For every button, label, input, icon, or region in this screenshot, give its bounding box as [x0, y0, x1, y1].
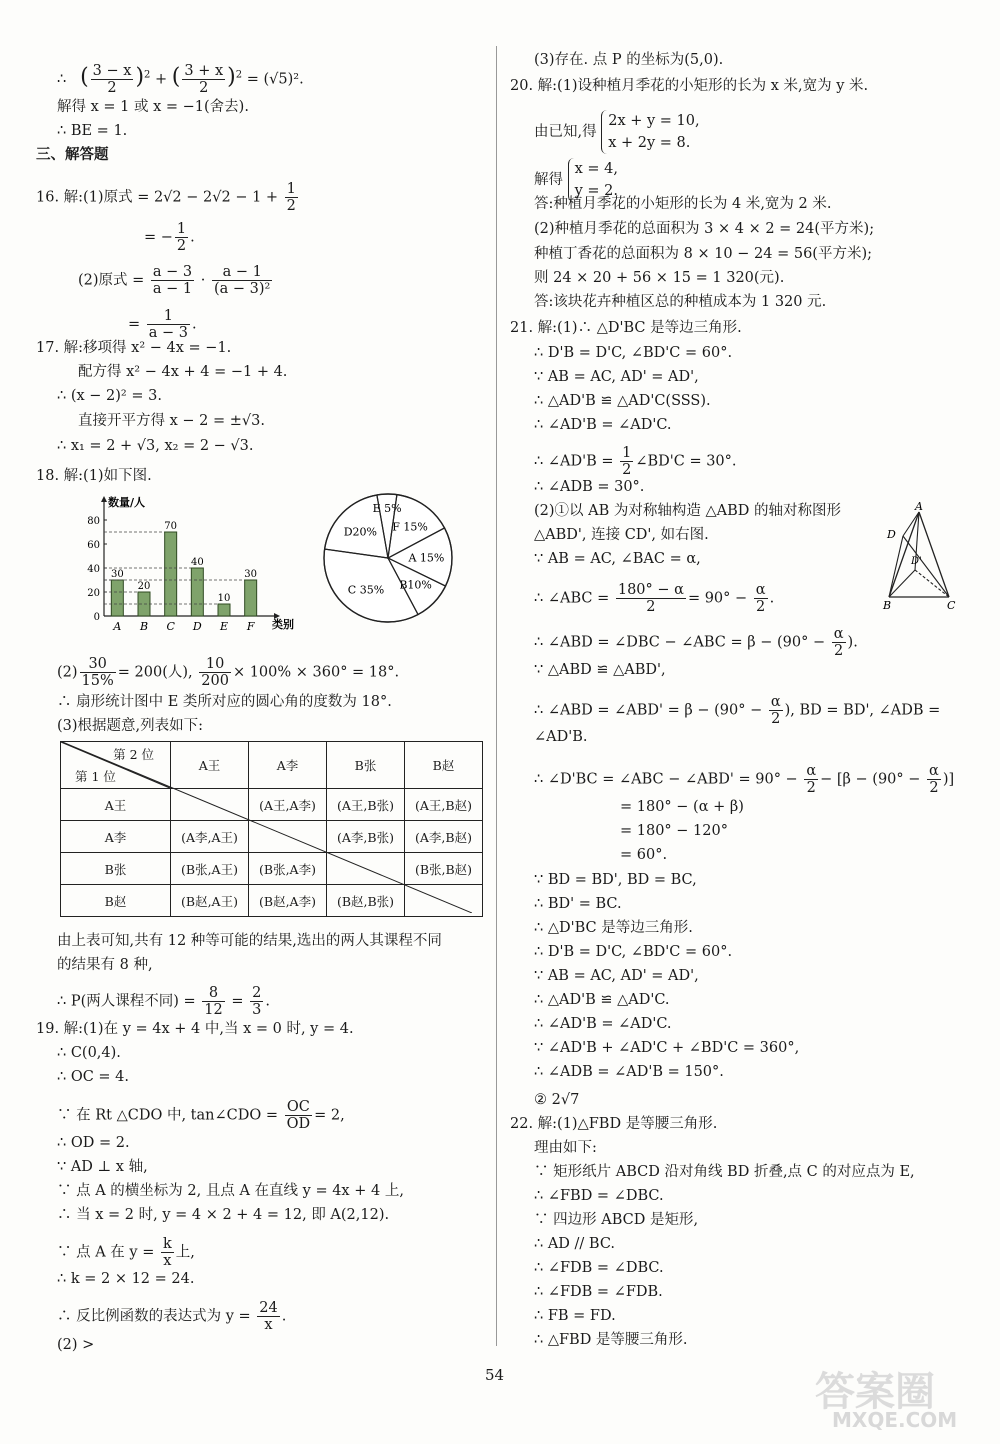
table-row-header: B张	[61, 853, 171, 885]
row-header-label: 第 1 位	[75, 769, 116, 784]
text-line: (2)①以 AB 为对称轴构造 △ABD 的轴对称图形	[534, 503, 842, 519]
text-line: 由上表可知,共有 12 种等可能的结果,选出的两人其课程不同	[57, 933, 442, 949]
label-a: A	[915, 500, 923, 513]
table-col-header: A王	[171, 742, 249, 789]
table-col-header: B张	[327, 742, 405, 789]
text-line: (3)根据题意,列表如下:	[57, 718, 204, 734]
text-line: 种植丁香花的总面积为 8 × 10 − 24 = 56(平方米);	[534, 246, 872, 262]
table-cell: (A李,A王)	[171, 821, 249, 853]
y-tick-label: 40	[87, 564, 100, 575]
tan-line: ∵ 在 Rt △CDO 中, tan∠CDO = $\frac{OC}{OD}$ = 2,	[57, 1099, 345, 1132]
eq-line-1: ∴ ( $\frac{3 - x}{2}$ )$^2$ + ( $\frac{3 + x}{2}$ )$^2$ = (√5)².	[57, 63, 304, 96]
text-line: ∴ x₁ = 2 + √3, x₂ = 2 − √3.	[57, 438, 254, 454]
y-axis-arrow	[101, 496, 107, 502]
table-cell: (A李,B张)	[327, 821, 405, 853]
bar-value-label: 20	[137, 581, 151, 592]
x-tick-label: D	[192, 620, 202, 633]
bar-chart	[78, 494, 298, 640]
text-line: ∴ △FBD 是等腰三角形.	[534, 1332, 688, 1348]
table-col-header: A李	[249, 742, 327, 789]
text-line: ∴ ∠ADB = 30°.	[534, 479, 645, 495]
bar	[165, 532, 177, 616]
x-axis-label: 类别	[272, 618, 294, 631]
bar-value-label: 10	[217, 593, 231, 604]
text-line: ∵ AB = AC, AD' = AD',	[534, 968, 699, 984]
expression-line: ∴ 反比例函数的表达式为 y = $\frac{24}{x}$ .	[57, 1300, 287, 1333]
table-cell: (A王,B赵)	[405, 789, 483, 821]
page-number: 54	[485, 1366, 505, 1384]
text-line: 21. 解:(1)∴ △D'BC 是等边三角形.	[510, 320, 742, 336]
edge-dc	[903, 536, 949, 597]
text-line: ∴ ∠AD'B = ∠AD'C.	[534, 417, 672, 433]
text-line: 答:该块花卉种植区总的种植成本为 1 320 元.	[534, 294, 827, 310]
table-row-header: B赵	[61, 885, 171, 917]
x-tick-label: C	[166, 620, 175, 633]
text-line: ∴ BD' = BC.	[534, 896, 622, 912]
text-line: ∴ D'B = D'C, ∠BD'C = 60°.	[534, 944, 733, 960]
system-solution: 解得 x = 4, y = 2.	[534, 158, 618, 202]
text-line: 17. 解:移项得 x² − 4x = −1.	[36, 340, 232, 356]
text-line: = 180° − 120°	[620, 823, 728, 839]
text-line: 解得 x = 1 或 x = −1(舍去).	[57, 99, 249, 115]
table-cell: (B张,A王)	[171, 853, 249, 885]
text-line: 18. 解:(1)如下图.	[36, 468, 152, 484]
text-line: (3)存在. 点 P 的坐标为(5,0).	[534, 52, 724, 68]
text-line: ∴ ∠FBD = ∠DBC.	[534, 1188, 664, 1204]
text-line: 理由如下:	[534, 1140, 597, 1156]
text-line: 的结果有 8 种,	[57, 957, 153, 973]
text-line: = 60°.	[620, 847, 668, 863]
text-line: ∴ ∠AD'B = ∠AD'C.	[534, 1016, 672, 1032]
y-tick-label: 80	[87, 516, 100, 527]
table-row-header: A王	[61, 789, 171, 821]
text-line: ∵ AD ⊥ x 轴,	[57, 1159, 148, 1175]
edge-ac	[919, 512, 949, 597]
edge-ad	[903, 512, 919, 536]
pie-slice-label: E 5%	[372, 502, 402, 516]
watermark-logo: 答案圈	[815, 1369, 935, 1415]
text-line: ∴ 扇形统计图中 E 类所对应的圆心角的度数为 18°.	[57, 694, 392, 710]
pie-chart	[308, 492, 470, 624]
abc-angle-line: ∴ ∠ABC = $\frac{180^\circ - \alpha}{2}$ = 90° − $\frac{\alpha}{2}$ .	[534, 582, 775, 615]
text-line: ∴ △D'BC 是等边三角形.	[534, 920, 693, 936]
text-line: (2) >	[57, 1337, 95, 1353]
text-line: ∴ ∠ADB = ∠AD'B = 150°.	[534, 1064, 724, 1080]
abd-prime-line: ∴ ∠ABD = ∠ABD' = β − (90° − $\frac{\alpha}{2}$ ), BD = BD', ∠ADB =	[534, 694, 941, 727]
table-col-header: B赵	[405, 742, 483, 789]
q16-part2: (2)原式 = $\frac{a - 3}{a - 1}$ · $\frac{a - 1}{\text{(a − 3)²}}$	[78, 264, 271, 297]
text-line: ∴ 当 x = 2 时, y = 4 × 2 + 4 = 12, 即 A(2,12).	[57, 1207, 390, 1223]
table-cell: (B赵,A李)	[249, 885, 327, 917]
col-header-label: 第 2 位	[113, 747, 154, 762]
section-heading: 三、解答题	[36, 146, 109, 163]
table-cell: (B张,A李)	[249, 853, 327, 885]
edge-ab	[889, 512, 919, 597]
watermark-url: MXQE.COM	[832, 1408, 958, 1432]
text-line: ∴ △AD'B ≌ △AD'C.	[534, 992, 670, 1008]
text-line: = 180° − (α + β)	[620, 799, 744, 815]
text-line: ∴ ∠FDB = ∠DBC.	[534, 1260, 664, 1276]
half-angle-line: ∴ ∠AD'B = $\frac{1}{2}$ ∠BD'C = 30°.	[534, 445, 737, 478]
q16-part2-result: = $\frac{1}{a - 3}$ .	[128, 308, 197, 341]
triangle-diagram	[877, 500, 963, 612]
text-line: 19. 解:(1)在 y = 4x + 4 中,当 x = 0 时, y = 4.	[36, 1021, 354, 1037]
text-line: ∴ AD // BC.	[534, 1236, 616, 1252]
abd-angle-line: ∴ ∠ABD = ∠DBC − ∠ABC = β − (90° − $\frac{\alpha}{2}$ ).	[534, 626, 858, 659]
text-line: ∴ △AD'B ≌ △AD'C(SSS).	[534, 393, 711, 409]
bar	[111, 580, 123, 616]
dbc-angle-line: ∴ ∠D'BC = ∠ABC − ∠ABD' = 90° − $\frac{\alpha}{2}$ − [β − (90° − $\frac{\alpha}{2}$ )]	[534, 763, 955, 796]
label-b: B	[883, 599, 892, 612]
text-line: ∵ BD = BD', BD = BC,	[534, 872, 697, 888]
text-line: ∴ OD = 2.	[57, 1135, 130, 1151]
text-line: ∵ AB = AC, ∠BAC = α,	[534, 551, 701, 567]
x-tick-label: B	[139, 620, 149, 633]
text-line: 答:种植月季花的小矩形的长为 4 米,宽为 2 米.	[534, 196, 832, 212]
column-divider	[496, 46, 497, 1346]
edge-db	[889, 536, 903, 597]
pie-slice-label: B10%	[399, 578, 432, 592]
probability-line: ∴ P(两人课程不同) = $\frac{8}{12}$ = $\frac{2}{3}$ .	[57, 985, 270, 1018]
text-line: ∴ FB = FD.	[534, 1308, 616, 1324]
y-tick-label: 60	[87, 540, 100, 551]
text-line: 直接开平方得 x − 2 = ±√3.	[78, 413, 265, 429]
pie-slice-label: A 15%	[408, 551, 445, 565]
table-cell: (B赵,A王)	[171, 885, 249, 917]
bar-value-label: 30	[110, 569, 124, 580]
text-line: ∵ 四边形 ABCD 是矩形,	[534, 1212, 699, 1228]
bar	[191, 568, 203, 616]
table-cell: (B张,B赵)	[405, 853, 483, 885]
bar-value-label: 30	[244, 569, 258, 580]
text-line: ∵ 矩形纸片 ABCD 沿对角线 BD 折叠,点 C 的对应点为 E,	[534, 1164, 915, 1180]
y-axis-label: 数量/人	[108, 496, 146, 509]
text-line: ∴ OC = 4.	[57, 1069, 130, 1085]
q16-part1: 16. 解:(1)原式 = 2√2 − 2√2 − 1 + $\frac{1}{2}$	[36, 181, 296, 214]
text-line: ∴ C(0,4).	[57, 1045, 121, 1061]
bar	[218, 604, 230, 616]
table-cell: (B赵,B张)	[327, 885, 405, 917]
text-line: ∴ k = 2 × 12 = 24.	[57, 1271, 195, 1287]
x-tick-label: A	[113, 620, 122, 633]
text-line: ∴ (x − 2)² = 3.	[57, 388, 162, 404]
text-line: ∵ 点 A 的横坐标为 2, 且点 A 在直线 y = 4x + 4 上,	[57, 1183, 404, 1199]
text-line: ∠AD'B.	[534, 729, 588, 745]
text-line: ∵ △ABD ≌ △ABD',	[534, 662, 666, 678]
y-tick-label: 20	[87, 588, 100, 599]
q18-part2: (2) $\frac{30}{15\%}$ = 200(人), $\frac{10}{200}$ × 100% × 360° = 18°.	[57, 656, 400, 689]
k-line: ∵ 点 A 在 y = $\frac{k}{x}$ 上,	[57, 1236, 195, 1269]
pie-slice-label: C 35%	[347, 583, 385, 597]
text-line: ② 2√7	[534, 1092, 580, 1108]
pie-slice-label: F 15%	[392, 520, 428, 534]
text-line: (2)种植月季花的总面积为 3 × 4 × 2 = 24(平方米);	[534, 221, 875, 237]
text-line: ∵ ∠AD'B + ∠AD'C + ∠BD'C = 360°,	[534, 1040, 800, 1056]
text-line: 20. 解:(1)设种植月季花的小矩形的长为 x 米,宽为 y 米.	[510, 78, 869, 94]
label-d: D	[887, 528, 896, 541]
q16-part1-result: = − $\frac{1}{2}$ .	[144, 221, 195, 254]
x-tick-label: E	[219, 620, 229, 633]
text-line: 配方得 x² − 4x + 4 = −1 + 4.	[78, 364, 288, 380]
x-tick-label: F	[246, 620, 255, 633]
text-line: 22. 解:(1)△FBD 是等腰三角形.	[510, 1116, 718, 1132]
label-d-prime: D'	[911, 556, 922, 567]
pie-slice-label: D20%	[343, 525, 378, 539]
table-cell: (A王,B张)	[327, 789, 405, 821]
system-equations: 由已知,得 2x + y = 10, x + 2y = 8.	[534, 110, 700, 154]
text-line: ∵ AB = AC, AD' = AD',	[534, 369, 699, 385]
text-line: ∴ D'B = D'C, ∠BD'C = 60°.	[534, 345, 733, 361]
table-diagonal	[60, 741, 472, 913]
text-line: 则 24 × 20 + 56 × 15 = 1 320(元).	[534, 270, 785, 286]
edge-d-prime-b	[889, 570, 915, 597]
label-c: C	[947, 599, 956, 612]
bar-value-label: 40	[190, 557, 204, 568]
y-tick-label: 0	[93, 612, 100, 623]
bar-value-label: 70	[164, 521, 178, 532]
table-cell: (A李,B赵)	[405, 821, 483, 853]
text-line: △ABD', 连接 CD', 如右图.	[534, 527, 709, 543]
text-line: ∴ ∠FDB = ∠FDB.	[534, 1284, 663, 1300]
table-cell: (A王,A李)	[249, 789, 327, 821]
bar	[245, 580, 257, 616]
text-line: ∴ BE = 1.	[57, 123, 128, 139]
table-row-header: A李	[61, 821, 171, 853]
